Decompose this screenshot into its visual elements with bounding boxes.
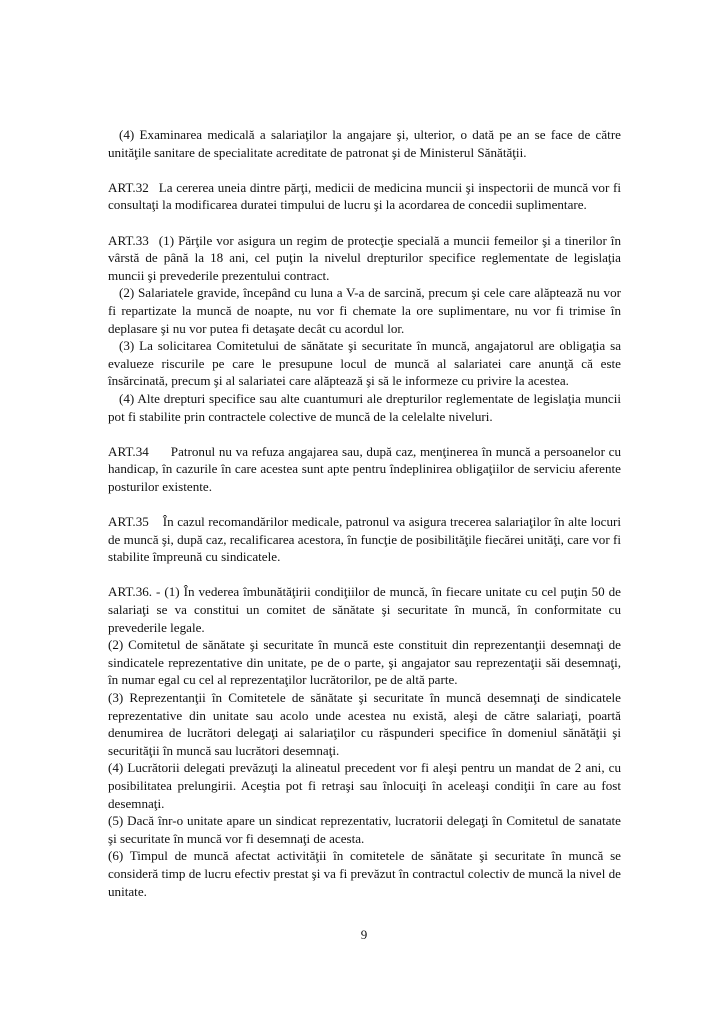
article-text: În cazul recomandărilor medicale, patronul va asigura trecerea salariaţilor în alte locuri de muncă şi, după caz, recalificarea acestora, în funcţie de posibilităţile fiecărei unităţi, care vor fi stabilite împreună cu sindicatele.: [108, 514, 621, 565]
article-text: (1) Părţile vor asigura un regim de protecţie specială a muncii femeilor şi a tinerilor în vârstă de până la 18 ani, cel puţin la nivelul drepturilor specifice reglementate de legislaţia muncii şi prevederile prezentului contract.: [108, 232, 621, 283]
paragraph: (3) Reprezentanţii în Comitetele de sănătate şi securitate în muncă desemnaţi de sindicatele reprezentative din unitate sau acolo unde acestea nu există, aleşi de către salariaţi, poartă denumirea de lucrători delegaţi ai salariaţilor cu răspunderi specifice în domeniul sănătăţii şi securităţii în muncă sau lucrători desemnaţi.: [108, 690, 621, 758]
article-34: [108, 443, 621, 496]
paragraph: (4) Examinarea medicală a salariaţilor la angajare şi, ulterior, o dată pe an se face de către unităţile sanitare de specialitate acreditate de patronat şi de Ministerul Sănătăţii.: [108, 127, 621, 160]
page-number: 9: [360, 927, 368, 942]
paragraph: (5) Dacă înr-o unitate apare un sindicat reprezentativ, lucratorii delegaţi în Comitetul de sanatate şi securitate în muncă vor fi desemnaţi de acesta.: [108, 813, 621, 846]
paragraph: ART.36. - (1) În vederea îmbunătăţirii condiţiilor de muncă, în fiecare unitate cu cel puţin 50 de salariaţi se va constitui un comitet de sănătate şi securitate în muncă, în conformitate cu prevederile legale.: [108, 584, 621, 635]
paragraph: (6) Timpul de muncă afectat activităţii în comitetele de sănătate şi securitate în muncă se consideră timp de lucru efectiv prestat şi va fi prevăzut în contractul colectiv de muncă la nivel de unitate.: [108, 848, 621, 899]
article-text: Patronul nu va refuza angajarea sau, după caz, menţinerea în muncă a persoanelor cu handicap, în cazurile în care acestea sunt apte pentru îndeplinirea obligaţiilor de serviciu aferente posturilor existente.: [108, 443, 621, 494]
article-36: [108, 583, 621, 900]
paragraph: (2) Comitetul de sănătate şi securitate în muncă este constituit din reprezentanţii desemnaţi de sindicatele reprezentative din unitate, pe de o parte, şi angajator sau reprezentaţii săi desemnaţi, în numar egal cu cel al reprezentaţilor lucrătorilor, pe de altă parte.: [108, 637, 621, 688]
document-body: [108, 126, 621, 900]
article-32: [108, 179, 621, 214]
article-33: [108, 232, 621, 426]
paragraph: (2) Salariatele gravide, începând cu luna a V-a de sarcină, precum şi cele care alăptează nu vor fi repartizate la muncă de noapte, nu vor fi chemate la ore suplimentare, nu vor fi trimise în deplasare şi nu vor putea fi detaşate decât cu acordul lor.: [108, 285, 621, 336]
art31-paragraph-4: [108, 126, 621, 161]
paragraph: (4) Lucrătorii delegati prevăzuţi la alineatul precedent vor fi aleşi pentru un mandat de 2 ani, cu posibilitatea prelungirii. Aceştia pot fi retraşi sau înlocuiţi în aceleaşi condiţii în care au fost desemnaţi.: [108, 760, 621, 811]
article-label: ART.33: [108, 232, 149, 248]
paragraph: (3) La solicitarea Comitetului de sănătate şi securitate în muncă, angajatorul are obligaţia sa evalueze riscurile pe care le presupune locul de muncă al salariatei care anunţă că este însărcinată, precum şi al salariatei care alăptează şi să le informeze cu privire la acestea.: [108, 338, 621, 389]
article-label: ART.34: [108, 443, 149, 459]
article-text: La cererea uneia dintre părţi, medicii de medicina muncii şi inspectorii de muncă vor fi consultaţi la modificarea duratei timpului de lucru şi la acordarea de concedii suplimentare.: [108, 179, 621, 213]
paragraph: (4) Alte drepturi specifice sau alte cuantumuri ale drepturilor reglementate de legislaţia muncii pot fi stabilite prin contractele colective de muncă de la celelalte niveluri.: [108, 390, 621, 424]
article-35: [108, 513, 621, 566]
article-label: ART.32: [108, 179, 149, 195]
article-label: ART.35: [108, 514, 149, 530]
